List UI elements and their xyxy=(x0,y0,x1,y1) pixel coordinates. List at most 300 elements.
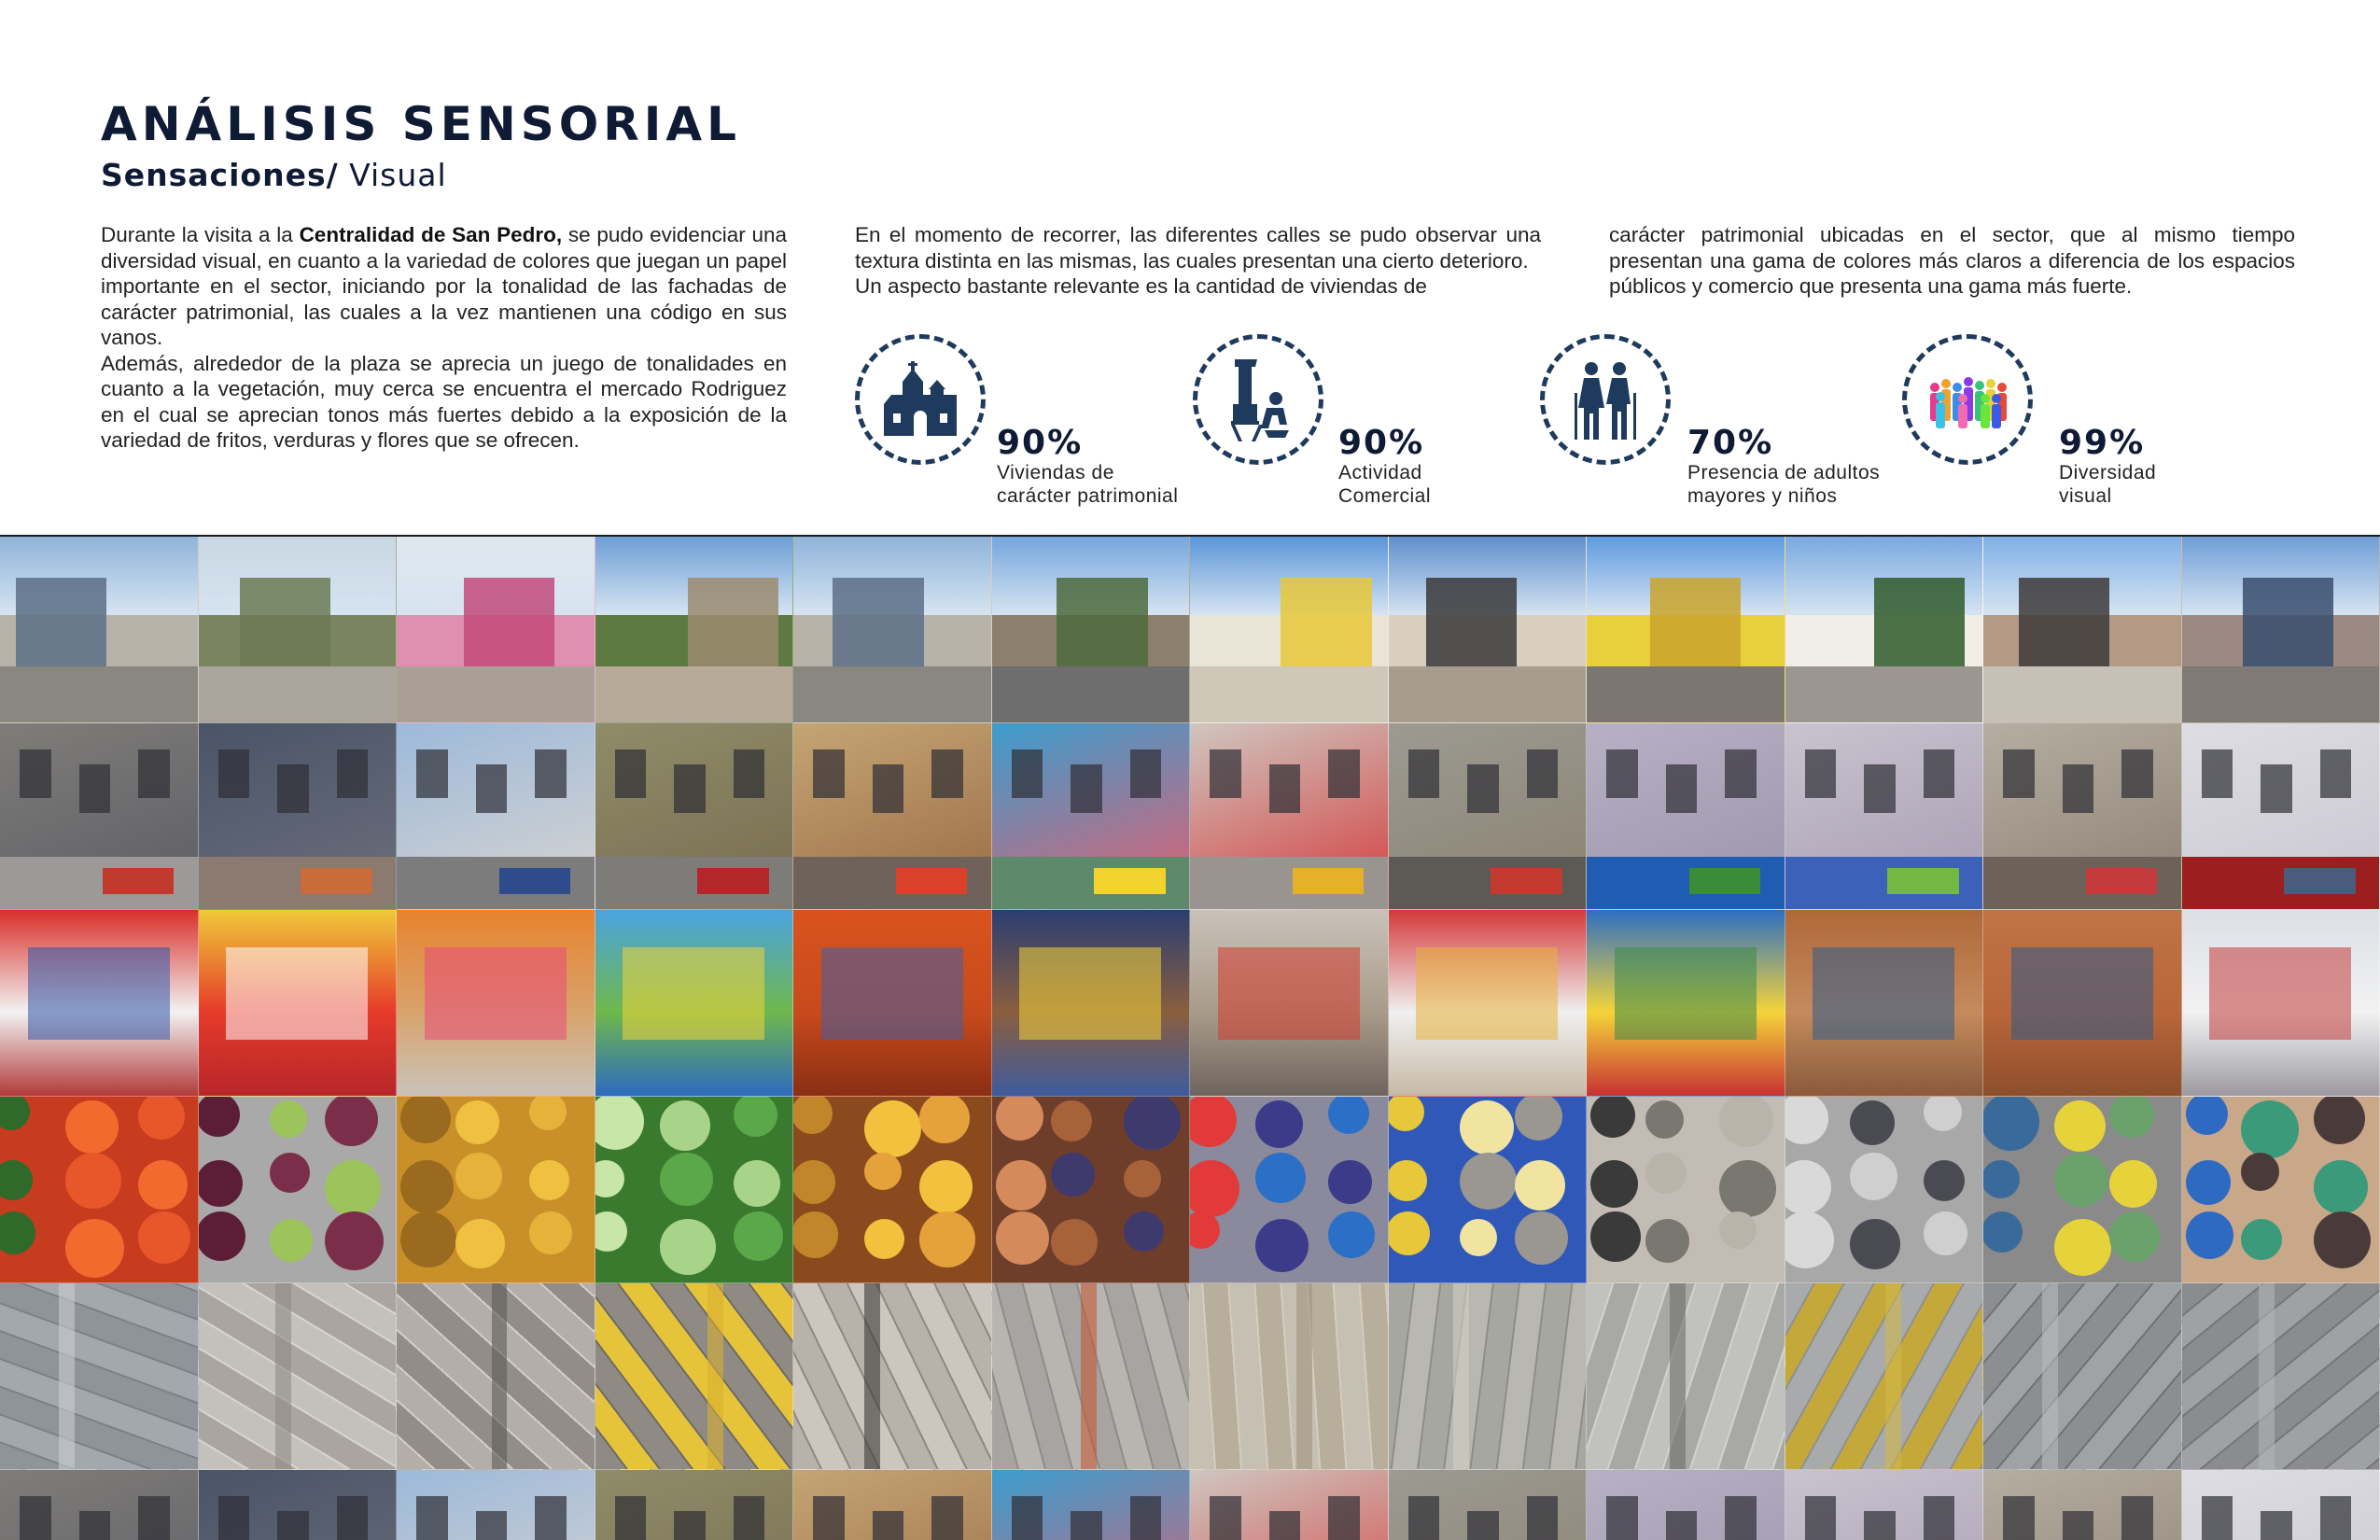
photo-ground xyxy=(1389,666,1587,722)
photo-produce-item xyxy=(1190,1097,1237,1147)
photo-storefront xyxy=(1019,947,1161,1041)
photo-produce-item xyxy=(1983,1097,2039,1151)
mosaic-photo-tile xyxy=(1587,1097,1785,1283)
photo-ground xyxy=(992,666,1190,722)
photo-window xyxy=(1130,749,1162,798)
photo-produce-item xyxy=(1645,1153,1687,1194)
mosaic-photo-tile xyxy=(595,723,794,910)
photo-produce-item xyxy=(529,1211,572,1254)
photo-window xyxy=(674,764,706,813)
photo-building xyxy=(1057,578,1147,667)
mosaic-photo-tile xyxy=(1983,723,2182,910)
photo-sign-board xyxy=(301,868,371,894)
photo-window xyxy=(1012,749,1043,798)
photo-produce-item xyxy=(864,1219,904,1259)
stat-ring xyxy=(1902,334,2033,465)
photo-window xyxy=(2261,1511,2292,1540)
photo-produce-item xyxy=(1328,1160,1372,1204)
p1-bold-place: Centralidad de San Pedro, xyxy=(299,223,563,246)
mosaic-photo-tile xyxy=(1190,1283,1389,1470)
photo-produce-item xyxy=(2314,1097,2365,1144)
photo-sign-board xyxy=(1293,868,1364,894)
mosaic-photo-tile xyxy=(992,537,1191,723)
mosaic-photo-tile xyxy=(397,723,595,910)
mosaic-photo-tile xyxy=(1983,1470,2182,1540)
photo-curb-line xyxy=(1081,1283,1097,1469)
mosaic-photo-tile xyxy=(1190,1097,1389,1283)
photo-produce-item xyxy=(864,1100,921,1157)
mosaic-photo-tile xyxy=(793,1470,992,1540)
photo-produce-item xyxy=(455,1219,505,1268)
photo-window xyxy=(1012,1496,1043,1540)
mosaic-photo-tile xyxy=(2182,1097,2380,1283)
photo-window xyxy=(873,1511,904,1540)
mosaic-photo-tile xyxy=(1190,537,1389,723)
mosaic-photo-tile xyxy=(1587,1470,1785,1540)
mosaic-photo-tile xyxy=(1389,910,1588,1097)
photo-storefront xyxy=(1416,947,1558,1041)
photo-produce-item xyxy=(734,1097,777,1137)
photo-produce-item xyxy=(1645,1219,1689,1263)
mosaic-photo-tile xyxy=(992,723,1191,910)
photo-window xyxy=(931,1496,963,1540)
stat-label-line-1: Actividad xyxy=(1338,462,1422,483)
photo-building xyxy=(16,578,106,667)
photo-window xyxy=(1408,749,1440,798)
p1-text-a: Durante la visita a la xyxy=(101,223,300,246)
photo-produce-item xyxy=(1051,1153,1095,1197)
mosaic-photo-tile xyxy=(1190,1470,1389,1540)
photo-produce-item xyxy=(1460,1153,1517,1210)
mosaic-photo-tile xyxy=(992,1470,1191,1540)
photo-produce-item xyxy=(595,1160,625,1197)
mosaic-photo-tile xyxy=(0,1097,199,1283)
photo-window xyxy=(1269,1511,1301,1540)
mosaic-photo-tile xyxy=(199,723,398,910)
photo-window xyxy=(1408,1496,1440,1540)
paragraph-2: Además, alrededor de la plaza se aprecia un juego de tonalidades en cuanto a la vegetación, muy cerca se encuentra el mercado Rodriguez en el cual se aprecian tonos más fuertes debido a la exposición de la variedad de fritos, verduras y flores que se ofrecen. xyxy=(101,351,787,452)
photo-produce-item xyxy=(2186,1211,2233,1259)
photo-window xyxy=(1606,749,1638,798)
photo-curb-line xyxy=(864,1283,880,1469)
mosaic-photo-tile xyxy=(595,1283,794,1470)
photo-window xyxy=(2121,749,2153,798)
photo-building xyxy=(2243,578,2333,667)
photo-produce-item xyxy=(1924,1160,1965,1201)
photo-storefront xyxy=(1218,947,1360,1041)
stat-label-line-2: Comercial xyxy=(1338,485,1432,507)
photo-curb-line xyxy=(492,1283,508,1469)
photo-storefront xyxy=(623,947,764,1041)
photo-produce-item xyxy=(529,1097,567,1130)
photo-produce-item xyxy=(1850,1219,1900,1269)
photo-produce-item xyxy=(400,1211,456,1267)
photo-window xyxy=(138,1496,170,1540)
photo-produce-item xyxy=(1051,1219,1098,1266)
photo-building xyxy=(1874,578,1965,667)
photo-curb-line xyxy=(275,1283,291,1469)
photo-window xyxy=(277,1511,309,1540)
photo-window xyxy=(1210,749,1241,798)
mosaic-photo-tile xyxy=(2182,1283,2380,1470)
mosaic-photo-tile xyxy=(199,1097,398,1283)
photo-produce-item xyxy=(1924,1211,1967,1255)
photo-produce-item xyxy=(270,1219,313,1262)
photo-produce-item xyxy=(325,1160,381,1216)
photo-produce-item xyxy=(199,1160,244,1207)
photo-produce-item xyxy=(595,1211,628,1252)
photo-storefront xyxy=(821,947,963,1041)
photo-produce-item xyxy=(1124,1160,1161,1197)
photo-window xyxy=(218,1496,250,1540)
photo-produce-item xyxy=(0,1160,33,1200)
photo-produce-item xyxy=(919,1211,975,1267)
photo-produce-item xyxy=(1785,1211,1835,1268)
photo-produce-item xyxy=(1124,1211,1164,1252)
mosaic-photo-tile xyxy=(397,1283,595,1470)
photo-produce-item xyxy=(1460,1100,1514,1155)
photo-produce-item xyxy=(1983,1160,2020,1198)
photo-window xyxy=(873,764,904,813)
photo-produce-item xyxy=(2186,1160,2231,1205)
photo-produce-item xyxy=(0,1211,35,1254)
mosaic-photo-tile xyxy=(2182,910,2380,1097)
photo-window xyxy=(218,749,250,798)
vendor-icon xyxy=(1214,356,1302,443)
mosaic-photo-tile xyxy=(1785,1470,1984,1540)
stat-ring xyxy=(1193,334,1323,465)
stat-label-line-1: Presencia de adultos xyxy=(1687,462,1881,483)
photo-storefront xyxy=(2209,947,2351,1041)
photo-ground xyxy=(595,666,793,722)
photo-ground xyxy=(1190,666,1388,722)
photo-window xyxy=(1666,1511,1698,1540)
photo-produce-item xyxy=(1719,1097,1773,1147)
photo-produce-item xyxy=(1190,1211,1220,1249)
photo-produce-item xyxy=(2109,1097,2154,1138)
mosaic-photo-tile xyxy=(595,537,794,723)
mosaic-photo-tile xyxy=(397,1470,595,1540)
colorful-crowd-icon xyxy=(1924,356,2011,443)
photo-window xyxy=(1924,1496,1955,1540)
mosaic-photo-tile xyxy=(199,537,398,723)
photo-window xyxy=(20,1496,51,1540)
mosaic-photo-tile xyxy=(793,723,992,910)
mosaic-photo-tile xyxy=(793,1283,992,1470)
mosaic-photo-tile xyxy=(2182,723,2380,910)
photo-produce-item xyxy=(2314,1211,2371,1268)
church-icon xyxy=(876,356,964,443)
photo-window xyxy=(1328,749,1360,798)
mosaic-photo-tile xyxy=(1587,537,1785,723)
photo-produce-item xyxy=(325,1211,384,1270)
mosaic-photo-tile xyxy=(0,910,199,1097)
stat-label-line-1: Viviendas de xyxy=(997,462,1114,483)
photo-ground xyxy=(1983,666,2181,722)
photo-produce-item xyxy=(1850,1153,1897,1200)
photo-ground xyxy=(0,666,198,722)
photo-produce-item xyxy=(2054,1153,2108,1207)
mosaic-photo-tile xyxy=(1389,723,1588,910)
mosaic-photo-tile xyxy=(595,1470,794,1540)
photo-window xyxy=(2063,764,2094,813)
photo-produce-item xyxy=(1785,1160,1832,1214)
photo-produce-item xyxy=(864,1153,902,1190)
mosaic-photo-tile xyxy=(397,910,595,1097)
photo-produce-item xyxy=(138,1160,188,1210)
photo-storefront xyxy=(1813,947,1954,1041)
photo-window xyxy=(2063,1511,2094,1540)
photo-building xyxy=(1426,578,1517,667)
mosaic-photo-tile xyxy=(0,1283,199,1470)
photo-produce-item xyxy=(0,1097,30,1130)
mosaic-photo-tile xyxy=(992,1097,1191,1283)
text-column-2 xyxy=(855,222,1541,300)
mosaic-photo-tile xyxy=(1785,910,1984,1097)
photo-mosaic xyxy=(0,537,2380,1540)
photo-window xyxy=(1805,1496,1837,1540)
photo-building xyxy=(688,578,778,667)
photo-produce-item xyxy=(1645,1100,1684,1139)
text-column-3 xyxy=(1609,222,2295,300)
photo-window xyxy=(813,749,845,798)
photo-window xyxy=(1130,1496,1162,1540)
photo-window xyxy=(1467,764,1499,813)
mosaic-photo-tile xyxy=(1389,1097,1588,1283)
photo-produce-item xyxy=(529,1160,569,1200)
stat-value: 90% xyxy=(1338,424,1425,462)
mosaic-photo-tile xyxy=(1587,910,1785,1097)
photo-sign-board xyxy=(1094,868,1165,894)
photo-window xyxy=(615,749,647,798)
photo-produce-item xyxy=(65,1100,119,1154)
photo-window xyxy=(1924,749,1955,798)
photo-building xyxy=(1281,578,1371,667)
photo-produce-item xyxy=(199,1211,246,1261)
photo-window xyxy=(2202,749,2233,798)
photo-window xyxy=(2003,749,2035,798)
photo-produce-item xyxy=(1389,1211,1431,1255)
subtitle-light: Visual xyxy=(338,157,447,193)
mosaic-photo-tile xyxy=(1389,1470,1588,1540)
mosaic-photo-tile xyxy=(199,910,398,1097)
photo-window xyxy=(2202,1496,2233,1540)
photo-produce-item xyxy=(2314,1160,2368,1214)
photo-produce-item xyxy=(1515,1097,1562,1141)
photo-produce-item xyxy=(919,1097,970,1143)
photo-produce-item xyxy=(1983,1211,2023,1253)
photo-window xyxy=(1725,749,1757,798)
photo-produce-item xyxy=(455,1100,499,1144)
paragraph-5: carácter patrimonial ubicadas en el sector, que al mismo tiempo presentan una gama de colores más claros a diferencia de los espacios públicos y comercio que presenta una gama más fuerte. xyxy=(1609,223,2295,298)
stat-label xyxy=(1338,461,1562,508)
photo-produce-item xyxy=(1924,1097,1962,1131)
mosaic-photo-tile xyxy=(0,1470,199,1540)
photo-window xyxy=(1666,764,1698,813)
photo-produce-item xyxy=(1051,1100,1092,1141)
photo-storefront xyxy=(226,947,368,1041)
photo-produce-item xyxy=(734,1211,783,1261)
photo-window xyxy=(615,1496,647,1540)
photo-produce-item xyxy=(2241,1219,2282,1260)
photo-sign-board xyxy=(1491,868,1561,894)
photo-produce-item xyxy=(2109,1211,2160,1262)
photo-produce-item xyxy=(455,1153,502,1199)
mosaic-photo-tile xyxy=(1983,537,2182,723)
photo-produce-item xyxy=(1515,1160,1565,1211)
stat-value: 70% xyxy=(1687,424,1774,462)
subtitle-bold: Sensaciones/ xyxy=(101,157,339,193)
photo-produce-item xyxy=(1389,1097,1425,1131)
photo-window xyxy=(337,749,369,798)
photo-produce-item xyxy=(660,1153,713,1206)
photo-produce-item xyxy=(1850,1100,1895,1145)
photo-produce-item xyxy=(595,1097,645,1150)
photo-curb-line xyxy=(1885,1283,1901,1469)
photo-window xyxy=(2261,764,2292,813)
photo-window xyxy=(416,1496,448,1540)
photo-produce-item xyxy=(1328,1211,1375,1258)
photo-window xyxy=(734,1496,765,1540)
photo-produce-item xyxy=(2241,1153,2279,1191)
photo-produce-item xyxy=(2054,1219,2111,1276)
stat-label xyxy=(997,461,1221,508)
photo-window xyxy=(1527,749,1559,798)
photo-window xyxy=(1467,1511,1499,1540)
photo-produce-item xyxy=(2241,1100,2299,1158)
photo-produce-item xyxy=(270,1153,310,1193)
mosaic-photo-tile xyxy=(1389,537,1588,723)
photo-curb-line xyxy=(59,1283,75,1469)
photo-produce-item xyxy=(65,1219,124,1278)
mosaic-photo-tile xyxy=(2182,1470,2380,1540)
photo-window xyxy=(277,764,309,813)
photo-window xyxy=(1527,1496,1559,1540)
photo-produce-item xyxy=(1590,1211,1641,1262)
photo-window xyxy=(337,1496,369,1540)
photo-produce-item xyxy=(138,1097,185,1140)
photo-sign-board xyxy=(697,868,768,894)
photo-produce-item xyxy=(138,1211,190,1264)
photo-building xyxy=(240,578,330,667)
photo-window xyxy=(535,1496,567,1540)
photo-window xyxy=(476,1511,508,1540)
page-subtitle xyxy=(101,157,447,193)
photo-window xyxy=(1210,1496,1241,1540)
mosaic-photo-tile xyxy=(1587,723,1785,910)
photo-sign-board xyxy=(1689,868,1760,894)
stat-label xyxy=(2059,461,2283,508)
photo-window xyxy=(535,749,567,798)
mosaic-photo-tile xyxy=(1983,910,2182,1097)
photo-window xyxy=(1071,1511,1102,1540)
photo-window xyxy=(1725,1496,1757,1540)
photo-produce-item xyxy=(2186,1097,2228,1135)
mosaic-photo-tile xyxy=(992,910,1191,1097)
mosaic-photo-tile xyxy=(595,910,794,1097)
photo-window xyxy=(734,749,765,798)
mosaic-photo-tile xyxy=(199,1283,398,1470)
photo-produce-item xyxy=(270,1100,307,1138)
photo-produce-item xyxy=(1719,1211,1757,1249)
photo-produce-item xyxy=(919,1160,973,1213)
photo-produce-item xyxy=(793,1097,833,1134)
photo-produce-item xyxy=(734,1160,780,1207)
elderly-couple-icon xyxy=(1561,356,1649,443)
mosaic-photo-tile xyxy=(1190,723,1389,910)
photo-ground xyxy=(793,666,991,722)
photo-window xyxy=(1805,749,1837,798)
paragraph-4: Un aspecto bastante relevante es la cantidad de viviendas de xyxy=(855,274,1427,298)
mosaic-photo-tile xyxy=(1785,723,1984,910)
photo-produce-item xyxy=(1590,1160,1638,1208)
mosaic-photo-tile xyxy=(397,537,595,723)
photo-produce-item xyxy=(660,1100,710,1151)
photo-window xyxy=(1864,1511,1896,1540)
mosaic-photo-tile xyxy=(1983,1097,2182,1283)
photo-produce-item xyxy=(1124,1097,1181,1150)
photo-curb-line xyxy=(1670,1283,1686,1469)
mosaic-photo-tile xyxy=(1983,1283,2182,1470)
photo-window xyxy=(476,764,508,813)
photo-storefront xyxy=(425,947,567,1041)
photo-window xyxy=(20,749,51,798)
photo-produce-item xyxy=(793,1211,838,1258)
photo-window xyxy=(2121,1496,2153,1540)
photo-window xyxy=(931,749,963,798)
photo-produce-item xyxy=(1460,1219,1497,1256)
photo-window xyxy=(1328,1496,1360,1540)
photo-ground xyxy=(199,666,397,722)
paragraph-3: En el momento de recorrer, las diferentes calles se pudo observar una textura distinta en las mismas, las cuales presentan una cierto deterioro. xyxy=(855,223,1541,273)
stat-value: 99% xyxy=(2059,424,2146,462)
photo-produce-item xyxy=(65,1153,121,1209)
stat-label-line-1: Diversidad xyxy=(2059,462,2157,483)
photo-window xyxy=(416,749,448,798)
photo-produce-item xyxy=(1255,1219,1309,1272)
stat-label-line-2: carácter patrimonial xyxy=(997,485,1179,507)
photo-produce-item xyxy=(1785,1097,1829,1144)
photo-sign-board xyxy=(2284,868,2355,894)
mosaic-photo-tile xyxy=(0,723,199,910)
photo-window xyxy=(2320,1496,2352,1540)
photo-storefront xyxy=(28,947,170,1041)
photo-produce-item xyxy=(1719,1160,1776,1217)
photo-sign-board xyxy=(103,868,174,894)
mosaic-photo-tile xyxy=(1785,1283,1984,1470)
photo-produce-item xyxy=(1255,1153,1306,1203)
photo-produce-item xyxy=(793,1160,835,1204)
photo-ground xyxy=(397,666,595,722)
photo-produce-item xyxy=(400,1097,451,1143)
photo-window xyxy=(1071,764,1102,813)
photo-curb-line xyxy=(1296,1283,1312,1469)
photo-ground xyxy=(1785,666,1983,722)
mosaic-photo-tile xyxy=(992,1283,1191,1470)
photo-produce-item xyxy=(1255,1100,1303,1148)
photo-produce-item xyxy=(199,1097,241,1137)
mosaic-photo-tile xyxy=(397,1097,595,1283)
stat-value: 90% xyxy=(997,424,1084,462)
photo-curb-line xyxy=(2259,1283,2275,1469)
photo-building xyxy=(464,578,554,667)
photo-ground xyxy=(2182,666,2380,722)
mosaic-photo-tile xyxy=(793,910,992,1097)
photo-curb-line xyxy=(707,1283,723,1469)
photo-window xyxy=(79,1511,111,1540)
photo-window xyxy=(2320,749,2352,798)
photo-produce-item xyxy=(1389,1160,1428,1201)
